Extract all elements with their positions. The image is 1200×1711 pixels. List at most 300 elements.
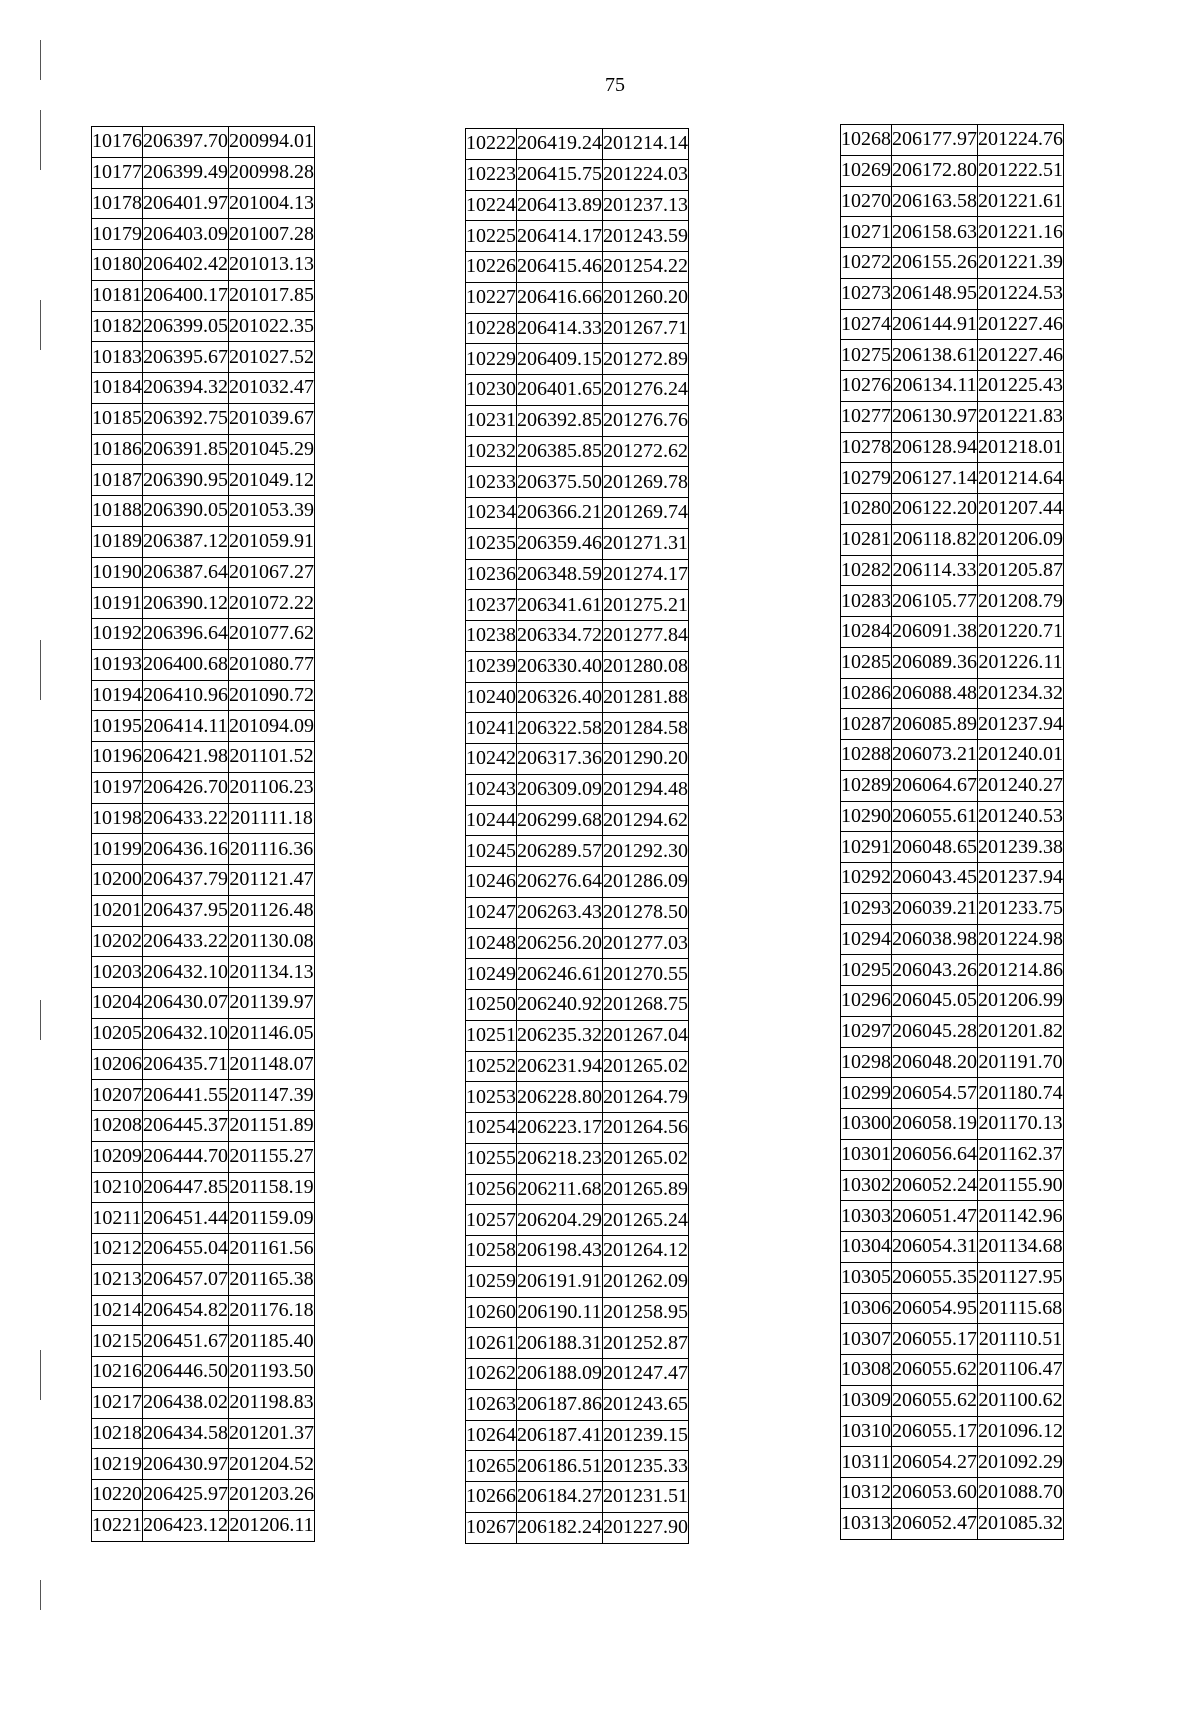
table-row bbox=[466, 1020, 689, 1051]
point-number-cell: 10299 bbox=[841, 1078, 892, 1109]
point-number-cell: 10266 bbox=[466, 1482, 517, 1513]
point-number-cell: 10233 bbox=[466, 467, 517, 498]
x-coordinate-cell: 206390.05 bbox=[143, 496, 229, 527]
x-coordinate-cell: 206073.21 bbox=[892, 740, 978, 771]
y-coordinate-cell: 201165.38 bbox=[229, 1264, 315, 1295]
point-number-cell: 10243 bbox=[466, 774, 517, 805]
y-coordinate-cell: 201121.47 bbox=[229, 865, 315, 896]
y-coordinate-cell: 201142.96 bbox=[978, 1201, 1064, 1232]
y-coordinate-cell: 201130.08 bbox=[229, 926, 315, 957]
table-row bbox=[92, 1480, 315, 1511]
x-coordinate-cell: 206421.98 bbox=[143, 742, 229, 773]
table-row bbox=[466, 190, 689, 221]
y-coordinate-cell: 201237.94 bbox=[978, 863, 1064, 894]
y-coordinate-cell: 201045.29 bbox=[229, 434, 315, 465]
point-number-cell: 10227 bbox=[466, 282, 517, 313]
x-coordinate-cell: 206148.95 bbox=[892, 278, 978, 309]
point-number-cell: 10177 bbox=[92, 157, 143, 188]
table-row bbox=[466, 805, 689, 836]
table-row bbox=[466, 1174, 689, 1205]
x-coordinate-cell: 206038.98 bbox=[892, 924, 978, 955]
table-row bbox=[841, 1447, 1064, 1478]
point-number-cell: 10194 bbox=[92, 680, 143, 711]
point-number-cell: 10237 bbox=[466, 590, 517, 621]
point-number-cell: 10286 bbox=[841, 678, 892, 709]
point-number-cell: 10195 bbox=[92, 711, 143, 742]
x-coordinate-cell: 206172.80 bbox=[892, 155, 978, 186]
y-coordinate-cell: 201225.43 bbox=[978, 371, 1064, 402]
x-coordinate-cell: 206187.41 bbox=[517, 1420, 603, 1451]
x-coordinate-cell: 206211.68 bbox=[517, 1174, 603, 1205]
y-coordinate-cell: 201243.59 bbox=[603, 221, 689, 252]
x-coordinate-cell: 206432.10 bbox=[143, 1018, 229, 1049]
y-coordinate-cell: 201077.62 bbox=[229, 619, 315, 650]
point-number-cell: 10247 bbox=[466, 897, 517, 928]
table-row bbox=[841, 955, 1064, 986]
point-number-cell: 10228 bbox=[466, 313, 517, 344]
y-coordinate-cell: 201161.56 bbox=[229, 1234, 315, 1265]
table-row bbox=[841, 1170, 1064, 1201]
x-coordinate-cell: 206334.72 bbox=[517, 621, 603, 652]
table-row bbox=[841, 1232, 1064, 1263]
point-number-cell: 10309 bbox=[841, 1385, 892, 1416]
point-number-cell: 10205 bbox=[92, 1018, 143, 1049]
y-coordinate-cell: 201240.01 bbox=[978, 740, 1064, 771]
table-row bbox=[92, 557, 315, 588]
point-number-cell: 10207 bbox=[92, 1080, 143, 1111]
y-coordinate-cell: 201214.14 bbox=[603, 129, 689, 160]
point-number-cell: 10311 bbox=[841, 1447, 892, 1478]
point-number-cell: 10273 bbox=[841, 278, 892, 309]
x-coordinate-cell: 206444.70 bbox=[143, 1141, 229, 1172]
point-number-cell: 10182 bbox=[92, 311, 143, 342]
point-number-cell: 10192 bbox=[92, 619, 143, 650]
table-row bbox=[466, 467, 689, 498]
scan-margin-mark bbox=[40, 300, 41, 350]
point-number-cell: 10180 bbox=[92, 250, 143, 281]
point-number-cell: 10305 bbox=[841, 1262, 892, 1293]
point-number-cell: 10310 bbox=[841, 1416, 892, 1447]
point-number-cell: 10259 bbox=[466, 1266, 517, 1297]
table-row bbox=[466, 774, 689, 805]
table-row bbox=[841, 832, 1064, 863]
x-coordinate-cell: 206056.64 bbox=[892, 1139, 978, 1170]
x-coordinate-cell: 206434.58 bbox=[143, 1418, 229, 1449]
table-row bbox=[92, 188, 315, 219]
table-row bbox=[92, 496, 315, 527]
point-number-cell: 10226 bbox=[466, 252, 517, 283]
point-number-cell: 10276 bbox=[841, 371, 892, 402]
x-coordinate-cell: 206451.67 bbox=[143, 1326, 229, 1357]
table-row bbox=[92, 127, 315, 158]
point-number-cell: 10296 bbox=[841, 986, 892, 1017]
y-coordinate-cell: 201269.78 bbox=[603, 467, 689, 498]
table-row bbox=[92, 1264, 315, 1295]
point-number-cell: 10248 bbox=[466, 928, 517, 959]
point-number-cell: 10261 bbox=[466, 1328, 517, 1359]
x-coordinate-cell: 206127.14 bbox=[892, 463, 978, 494]
y-coordinate-cell: 201004.13 bbox=[229, 188, 315, 219]
table-row bbox=[466, 682, 689, 713]
point-number-cell: 10313 bbox=[841, 1508, 892, 1539]
y-coordinate-cell: 201134.68 bbox=[978, 1232, 1064, 1263]
table-row bbox=[466, 867, 689, 898]
table-row bbox=[92, 219, 315, 250]
x-coordinate-cell: 206433.22 bbox=[143, 803, 229, 834]
y-coordinate-cell: 201267.04 bbox=[603, 1020, 689, 1051]
y-coordinate-cell: 201146.05 bbox=[229, 1018, 315, 1049]
point-number-cell: 10253 bbox=[466, 1082, 517, 1113]
y-coordinate-cell: 201027.52 bbox=[229, 342, 315, 373]
table-row bbox=[466, 621, 689, 652]
x-coordinate-cell: 206397.70 bbox=[143, 127, 229, 158]
table-row bbox=[841, 401, 1064, 432]
x-coordinate-cell: 206091.38 bbox=[892, 617, 978, 648]
x-coordinate-cell: 206394.32 bbox=[143, 373, 229, 404]
point-number-cell: 10186 bbox=[92, 434, 143, 465]
table-row bbox=[466, 1266, 689, 1297]
x-coordinate-cell: 206410.96 bbox=[143, 680, 229, 711]
table-row bbox=[466, 959, 689, 990]
table-row bbox=[841, 893, 1064, 924]
point-number-cell: 10252 bbox=[466, 1051, 517, 1082]
point-number-cell: 10222 bbox=[466, 129, 517, 160]
table-row bbox=[466, 313, 689, 344]
y-coordinate-cell: 201294.62 bbox=[603, 805, 689, 836]
x-coordinate-cell: 206326.40 bbox=[517, 682, 603, 713]
point-number-cell: 10251 bbox=[466, 1020, 517, 1051]
scan-margin-mark bbox=[40, 640, 41, 700]
y-coordinate-cell: 201198.83 bbox=[229, 1387, 315, 1418]
x-coordinate-cell: 206366.21 bbox=[517, 498, 603, 529]
y-coordinate-cell: 201206.11 bbox=[229, 1510, 315, 1541]
x-coordinate-cell: 206054.95 bbox=[892, 1293, 978, 1324]
y-coordinate-cell: 201237.94 bbox=[978, 709, 1064, 740]
y-coordinate-cell: 201106.23 bbox=[229, 772, 315, 803]
table-row bbox=[841, 647, 1064, 678]
y-coordinate-cell: 201032.47 bbox=[229, 373, 315, 404]
y-coordinate-cell: 201201.82 bbox=[978, 1016, 1064, 1047]
point-number-cell: 10198 bbox=[92, 803, 143, 834]
x-coordinate-cell: 206105.77 bbox=[892, 586, 978, 617]
x-coordinate-cell: 206182.24 bbox=[517, 1512, 603, 1543]
y-coordinate-cell: 200994.01 bbox=[229, 127, 315, 158]
x-coordinate-cell: 206403.09 bbox=[143, 219, 229, 250]
point-number-cell: 10292 bbox=[841, 863, 892, 894]
point-number-cell: 10217 bbox=[92, 1387, 143, 1418]
y-coordinate-cell: 201239.15 bbox=[603, 1420, 689, 1451]
table-row bbox=[466, 1359, 689, 1390]
y-coordinate-cell: 201227.46 bbox=[978, 340, 1064, 371]
table-row bbox=[841, 1139, 1064, 1170]
point-number-cell: 10284 bbox=[841, 617, 892, 648]
x-coordinate-cell: 206054.57 bbox=[892, 1078, 978, 1109]
scan-margin-mark bbox=[40, 1000, 41, 1040]
x-coordinate-cell: 206240.92 bbox=[517, 990, 603, 1021]
table-row bbox=[92, 926, 315, 957]
x-coordinate-cell: 206088.48 bbox=[892, 678, 978, 709]
x-coordinate-cell: 206054.27 bbox=[892, 1447, 978, 1478]
point-number-cell: 10215 bbox=[92, 1326, 143, 1357]
point-number-cell: 10283 bbox=[841, 586, 892, 617]
table-row bbox=[841, 125, 1064, 156]
y-coordinate-cell: 201022.35 bbox=[229, 311, 315, 342]
table-row bbox=[92, 588, 315, 619]
table-row bbox=[841, 1201, 1064, 1232]
x-coordinate-cell: 206089.36 bbox=[892, 647, 978, 678]
x-coordinate-cell: 206447.85 bbox=[143, 1172, 229, 1203]
x-coordinate-cell: 206391.85 bbox=[143, 434, 229, 465]
point-number-cell: 10240 bbox=[466, 682, 517, 713]
point-number-cell: 10262 bbox=[466, 1359, 517, 1390]
y-coordinate-cell: 201264.12 bbox=[603, 1236, 689, 1267]
table-row bbox=[92, 1049, 315, 1080]
table-row bbox=[841, 1416, 1064, 1447]
y-coordinate-cell: 201092.29 bbox=[978, 1447, 1064, 1478]
table-row bbox=[841, 586, 1064, 617]
y-coordinate-cell: 201116.36 bbox=[229, 834, 315, 865]
y-coordinate-cell: 201162.37 bbox=[978, 1139, 1064, 1170]
scan-margin-mark bbox=[40, 1580, 41, 1610]
x-coordinate-cell: 206188.09 bbox=[517, 1359, 603, 1390]
y-coordinate-cell: 201155.90 bbox=[978, 1170, 1064, 1201]
y-coordinate-cell: 201226.11 bbox=[978, 647, 1064, 678]
y-coordinate-cell: 201235.33 bbox=[603, 1451, 689, 1482]
y-coordinate-cell: 201207.44 bbox=[978, 494, 1064, 525]
x-coordinate-cell: 206419.24 bbox=[517, 129, 603, 160]
x-coordinate-cell: 206299.68 bbox=[517, 805, 603, 836]
y-coordinate-cell: 201151.89 bbox=[229, 1111, 315, 1142]
point-number-cell: 10288 bbox=[841, 740, 892, 771]
x-coordinate-cell: 206114.33 bbox=[892, 555, 978, 586]
y-coordinate-cell: 201264.56 bbox=[603, 1113, 689, 1144]
point-number-cell: 10297 bbox=[841, 1016, 892, 1047]
table-row bbox=[841, 432, 1064, 463]
table-row bbox=[466, 1297, 689, 1328]
y-coordinate-cell: 201155.27 bbox=[229, 1141, 315, 1172]
point-number-cell: 10176 bbox=[92, 127, 143, 158]
point-number-cell: 10270 bbox=[841, 186, 892, 217]
table-row bbox=[841, 217, 1064, 248]
table-row bbox=[92, 1234, 315, 1265]
table-row bbox=[92, 1326, 315, 1357]
point-number-cell: 10208 bbox=[92, 1111, 143, 1142]
point-number-cell: 10285 bbox=[841, 647, 892, 678]
y-coordinate-cell: 201290.20 bbox=[603, 744, 689, 775]
table-row bbox=[92, 742, 315, 773]
point-number-cell: 10238 bbox=[466, 621, 517, 652]
x-coordinate-cell: 206309.09 bbox=[517, 774, 603, 805]
table-row bbox=[466, 344, 689, 375]
y-coordinate-cell: 201180.74 bbox=[978, 1078, 1064, 1109]
y-coordinate-cell: 201176.18 bbox=[229, 1295, 315, 1326]
scan-margin-mark bbox=[40, 40, 41, 80]
point-number-cell: 10216 bbox=[92, 1357, 143, 1388]
y-coordinate-cell: 201147.39 bbox=[229, 1080, 315, 1111]
point-number-cell: 10224 bbox=[466, 190, 517, 221]
x-coordinate-cell: 206198.43 bbox=[517, 1236, 603, 1267]
x-coordinate-cell: 206387.64 bbox=[143, 557, 229, 588]
y-coordinate-cell: 201270.55 bbox=[603, 959, 689, 990]
x-coordinate-cell: 206390.95 bbox=[143, 465, 229, 496]
y-coordinate-cell: 201262.09 bbox=[603, 1266, 689, 1297]
point-number-cell: 10300 bbox=[841, 1109, 892, 1140]
point-number-cell: 10209 bbox=[92, 1141, 143, 1172]
y-coordinate-cell: 201053.39 bbox=[229, 496, 315, 527]
table-row bbox=[92, 1510, 315, 1541]
y-coordinate-cell: 201281.88 bbox=[603, 682, 689, 713]
point-number-cell: 10210 bbox=[92, 1172, 143, 1203]
x-coordinate-cell: 206144.91 bbox=[892, 309, 978, 340]
y-coordinate-cell: 201272.62 bbox=[603, 436, 689, 467]
x-coordinate-cell: 206432.10 bbox=[143, 957, 229, 988]
table-row bbox=[841, 1355, 1064, 1386]
table-row bbox=[841, 770, 1064, 801]
table-row bbox=[92, 1018, 315, 1049]
y-coordinate-cell: 201214.86 bbox=[978, 955, 1064, 986]
coordinate-table-1 bbox=[91, 126, 315, 1542]
table-row bbox=[92, 1172, 315, 1203]
table-row bbox=[466, 836, 689, 867]
x-coordinate-cell: 206438.02 bbox=[143, 1387, 229, 1418]
point-number-cell: 10196 bbox=[92, 742, 143, 773]
table-row bbox=[466, 1451, 689, 1482]
x-coordinate-cell: 206390.12 bbox=[143, 588, 229, 619]
y-coordinate-cell: 201292.30 bbox=[603, 836, 689, 867]
table-row bbox=[92, 311, 315, 342]
x-coordinate-cell: 206402.42 bbox=[143, 250, 229, 281]
table-row bbox=[466, 1205, 689, 1236]
table-row bbox=[466, 252, 689, 283]
x-coordinate-cell: 206045.05 bbox=[892, 986, 978, 1017]
table-row bbox=[92, 157, 315, 188]
table-row bbox=[841, 924, 1064, 955]
table-row bbox=[841, 278, 1064, 309]
y-coordinate-cell: 201265.24 bbox=[603, 1205, 689, 1236]
y-coordinate-cell: 201252.87 bbox=[603, 1328, 689, 1359]
y-coordinate-cell: 201276.76 bbox=[603, 405, 689, 436]
table-row bbox=[92, 895, 315, 926]
point-number-cell: 10304 bbox=[841, 1232, 892, 1263]
table-row bbox=[466, 1082, 689, 1113]
table-row bbox=[841, 155, 1064, 186]
table-row bbox=[466, 159, 689, 190]
x-coordinate-cell: 206130.97 bbox=[892, 401, 978, 432]
x-coordinate-cell: 206455.04 bbox=[143, 1234, 229, 1265]
point-number-cell: 10213 bbox=[92, 1264, 143, 1295]
x-coordinate-cell: 206396.64 bbox=[143, 619, 229, 650]
y-coordinate-cell: 201206.09 bbox=[978, 524, 1064, 555]
y-coordinate-cell: 201272.89 bbox=[603, 344, 689, 375]
table-row bbox=[466, 928, 689, 959]
x-coordinate-cell: 206128.94 bbox=[892, 432, 978, 463]
point-number-cell: 10303 bbox=[841, 1201, 892, 1232]
x-coordinate-cell: 206051.47 bbox=[892, 1201, 978, 1232]
x-coordinate-cell: 206437.79 bbox=[143, 865, 229, 896]
y-coordinate-cell: 201284.58 bbox=[603, 713, 689, 744]
point-number-cell: 10218 bbox=[92, 1418, 143, 1449]
x-coordinate-cell: 206256.20 bbox=[517, 928, 603, 959]
table-row bbox=[92, 1387, 315, 1418]
x-coordinate-cell: 206454.82 bbox=[143, 1295, 229, 1326]
y-coordinate-cell: 201214.64 bbox=[978, 463, 1064, 494]
point-number-cell: 10191 bbox=[92, 588, 143, 619]
x-coordinate-cell: 206341.61 bbox=[517, 590, 603, 621]
x-coordinate-cell: 206163.58 bbox=[892, 186, 978, 217]
y-coordinate-cell: 201106.47 bbox=[978, 1355, 1064, 1386]
table-row bbox=[841, 524, 1064, 555]
x-coordinate-cell: 206445.37 bbox=[143, 1111, 229, 1142]
table-row bbox=[841, 1478, 1064, 1509]
coordinate-table-3 bbox=[840, 124, 1064, 1540]
point-number-cell: 10203 bbox=[92, 957, 143, 988]
y-coordinate-cell: 201275.21 bbox=[603, 590, 689, 621]
x-coordinate-cell: 206433.22 bbox=[143, 926, 229, 957]
table-row bbox=[92, 342, 315, 373]
table-row bbox=[466, 1143, 689, 1174]
table-row bbox=[92, 1295, 315, 1326]
point-number-cell: 10281 bbox=[841, 524, 892, 555]
point-number-cell: 10271 bbox=[841, 217, 892, 248]
x-coordinate-cell: 206322.58 bbox=[517, 713, 603, 744]
point-number-cell: 10239 bbox=[466, 651, 517, 682]
y-coordinate-cell: 201294.48 bbox=[603, 774, 689, 805]
table-row bbox=[466, 282, 689, 313]
y-coordinate-cell: 201148.07 bbox=[229, 1049, 315, 1080]
x-coordinate-cell: 206435.71 bbox=[143, 1049, 229, 1080]
y-coordinate-cell: 201247.47 bbox=[603, 1359, 689, 1390]
point-number-cell: 10241 bbox=[466, 713, 517, 744]
x-coordinate-cell: 206413.89 bbox=[517, 190, 603, 221]
y-coordinate-cell: 201221.39 bbox=[978, 248, 1064, 279]
point-number-cell: 10249 bbox=[466, 959, 517, 990]
y-coordinate-cell: 201239.38 bbox=[978, 832, 1064, 863]
table-row bbox=[92, 373, 315, 404]
table-row bbox=[841, 555, 1064, 586]
y-coordinate-cell: 201269.74 bbox=[603, 498, 689, 529]
x-coordinate-cell: 206375.50 bbox=[517, 467, 603, 498]
x-coordinate-cell: 206188.31 bbox=[517, 1328, 603, 1359]
x-coordinate-cell: 206043.45 bbox=[892, 863, 978, 894]
table-row bbox=[466, 990, 689, 1021]
table-row bbox=[841, 494, 1064, 525]
x-coordinate-cell: 206186.51 bbox=[517, 1451, 603, 1482]
x-coordinate-cell: 206190.11 bbox=[517, 1297, 603, 1328]
y-coordinate-cell: 201220.71 bbox=[978, 617, 1064, 648]
x-coordinate-cell: 206055.17 bbox=[892, 1416, 978, 1447]
x-coordinate-cell: 206409.15 bbox=[517, 344, 603, 375]
point-number-cell: 10220 bbox=[92, 1480, 143, 1511]
y-coordinate-cell: 201280.08 bbox=[603, 651, 689, 682]
point-number-cell: 10298 bbox=[841, 1047, 892, 1078]
point-number-cell: 10295 bbox=[841, 955, 892, 986]
y-coordinate-cell: 201277.03 bbox=[603, 928, 689, 959]
table-row bbox=[92, 957, 315, 988]
point-number-cell: 10279 bbox=[841, 463, 892, 494]
x-coordinate-cell: 206085.89 bbox=[892, 709, 978, 740]
table-row bbox=[92, 1357, 315, 1388]
y-coordinate-cell: 201017.85 bbox=[229, 280, 315, 311]
table-row bbox=[466, 559, 689, 590]
y-coordinate-cell: 201203.26 bbox=[229, 1480, 315, 1511]
y-coordinate-cell: 201240.27 bbox=[978, 770, 1064, 801]
y-coordinate-cell: 201101.52 bbox=[229, 742, 315, 773]
point-number-cell: 10242 bbox=[466, 744, 517, 775]
x-coordinate-cell: 206426.70 bbox=[143, 772, 229, 803]
y-coordinate-cell: 201265.02 bbox=[603, 1143, 689, 1174]
table-row bbox=[466, 897, 689, 928]
point-number-cell: 10265 bbox=[466, 1451, 517, 1482]
